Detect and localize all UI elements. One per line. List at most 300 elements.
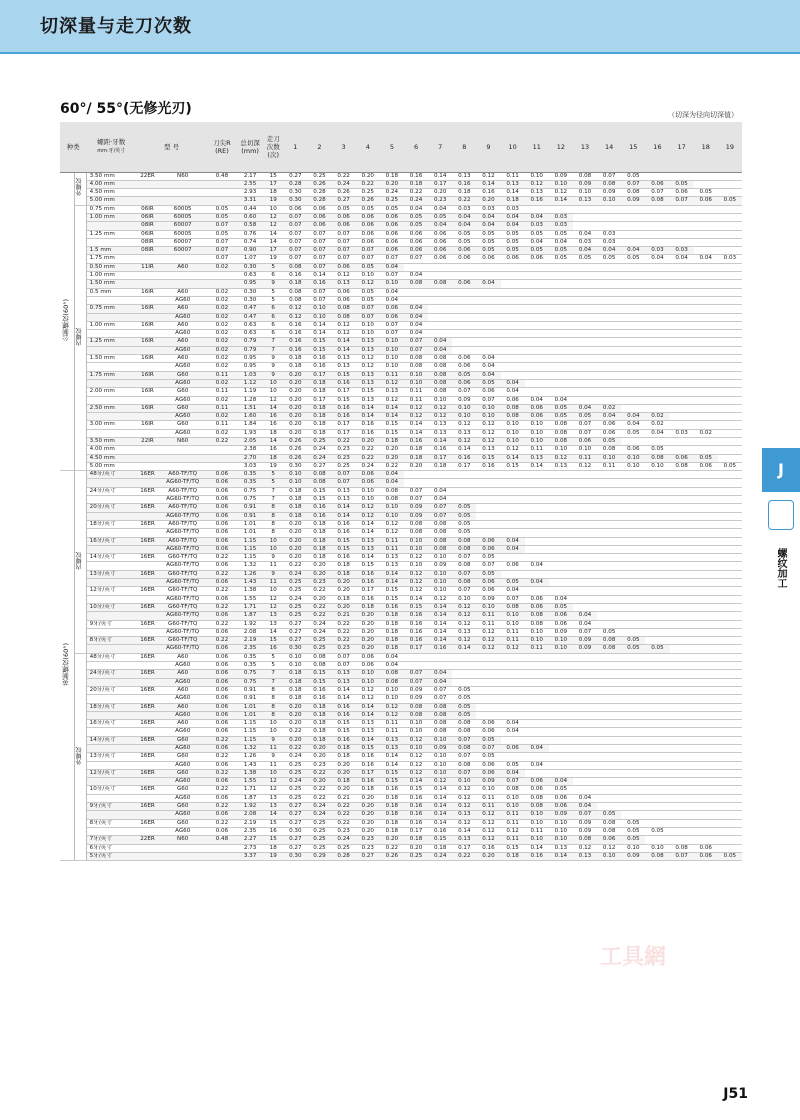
depth-cell: 1.38 <box>237 769 263 777</box>
pass-depth-cell <box>525 545 549 553</box>
pass-depth-cell <box>645 603 669 611</box>
pass-depth-cell <box>718 637 742 645</box>
pass-depth-cell <box>621 778 645 786</box>
re-cell: 0.06 <box>207 670 237 678</box>
pass-depth-cell: 0.06 <box>332 296 356 304</box>
pass-depth-cell: 0.22 <box>283 744 307 752</box>
depth-cell: 0.95 <box>237 280 263 288</box>
pass-depth-cell <box>597 512 621 520</box>
pass-depth-cell: 0.08 <box>645 852 669 860</box>
pass-depth-cell <box>452 471 476 479</box>
pass-depth-cell <box>621 628 645 636</box>
pass-depth-cell: 0.05 <box>452 230 476 238</box>
table-row <box>60 579 742 587</box>
pass-depth-cell: 0.07 <box>452 587 476 595</box>
passes-cell: 9 <box>263 570 283 578</box>
model-cell: A60 <box>159 670 207 678</box>
pass-depth-cell: 0.07 <box>404 255 428 263</box>
pass-depth-cell: 0.26 <box>283 438 307 446</box>
pass-depth-cell: 0.12 <box>549 189 573 197</box>
pass-depth-cell: 0.25 <box>283 769 307 777</box>
table-row <box>60 446 742 454</box>
pass-depth-cell: 0.11 <box>404 388 428 396</box>
re-cell: 0.06 <box>207 562 237 570</box>
pass-depth-cell: 0.14 <box>525 844 549 852</box>
pass-depth-cell: 0.20 <box>283 711 307 719</box>
pass-depth-cell <box>670 396 694 404</box>
holder-cell <box>136 496 158 504</box>
pass-depth-cell <box>452 653 476 661</box>
model-cell: AG60 <box>159 346 207 354</box>
pass-depth-cell: 0.14 <box>404 429 428 437</box>
pass-depth-cell: 0.16 <box>332 413 356 421</box>
table-row <box>60 637 742 645</box>
pass-depth-cell <box>670 487 694 495</box>
pass-depth-cell <box>694 595 718 603</box>
passes-cell: 6 <box>263 330 283 338</box>
pass-depth-cell <box>645 579 669 587</box>
pass-depth-cell: 0.10 <box>307 313 331 321</box>
pass-depth-cell: 0.12 <box>356 355 380 363</box>
pass-depth-cell: 0.07 <box>428 695 452 703</box>
pass-depth-cell: 0.10 <box>404 371 428 379</box>
pass-depth-cell <box>476 263 500 271</box>
re-cell: 0.06 <box>207 537 237 545</box>
pass-depth-cell <box>573 537 597 545</box>
pass-depth-cell: 0.22 <box>307 603 331 611</box>
pass-depth-cell <box>718 512 742 520</box>
pass-depth-cell: 0.10 <box>549 180 573 188</box>
pass-depth-cell <box>549 355 573 363</box>
pass-depth-cell <box>621 703 645 711</box>
pass-depth-cell <box>645 346 669 354</box>
pass-depth-cell <box>621 587 645 595</box>
pass-depth-cell: 0.08 <box>404 363 428 371</box>
pass-depth-cell: 0.22 <box>332 620 356 628</box>
pass-depth-cell <box>597 213 621 221</box>
col-pass-15: 15 <box>621 122 645 172</box>
pass-depth-cell <box>573 330 597 338</box>
pass-depth-cell <box>476 288 500 296</box>
pass-depth-cell: 0.11 <box>501 836 525 844</box>
pass-depth-cell <box>670 338 694 346</box>
pass-depth-cell: 0.22 <box>307 587 331 595</box>
pass-depth-cell: 0.07 <box>573 421 597 429</box>
pass-depth-cell <box>525 388 549 396</box>
pass-depth-cell: 0.18 <box>307 720 331 728</box>
pass-depth-cell: 0.08 <box>501 786 525 794</box>
pass-depth-cell: 0.14 <box>332 686 356 694</box>
pass-depth-cell <box>452 670 476 678</box>
holder-cell: 08IR <box>136 238 158 246</box>
pass-depth-cell <box>476 479 500 487</box>
pass-depth-cell <box>670 819 694 827</box>
depth-cell: 0.74 <box>237 238 263 246</box>
pass-depth-cell <box>694 778 718 786</box>
passes-cell: 9 <box>263 753 283 761</box>
passes-cell: 12 <box>263 222 283 230</box>
re-cell: 0.22 <box>207 603 237 611</box>
pass-depth-cell <box>525 537 549 545</box>
pass-depth-cell: 0.10 <box>452 413 476 421</box>
pass-depth-cell: 0.06 <box>332 263 356 271</box>
holder-cell: 08IR <box>136 247 158 255</box>
holder-cell <box>136 844 158 852</box>
col-pass-16: 16 <box>645 122 669 172</box>
pass-depth-cell: 0.20 <box>380 180 404 188</box>
pass-depth-cell: 0.08 <box>307 479 331 487</box>
pass-depth-cell <box>573 595 597 603</box>
model-cell: AG60 <box>159 363 207 371</box>
re-cell: 0.06 <box>207 545 237 553</box>
pass-depth-cell: 0.24 <box>283 570 307 578</box>
table-row <box>60 844 742 852</box>
pass-depth-cell <box>452 662 476 670</box>
pass-depth-cell: 0.06 <box>501 744 525 752</box>
section-tab[interactable]: J <box>762 448 800 492</box>
pass-depth-cell <box>573 728 597 736</box>
pass-depth-cell: 0.16 <box>476 462 500 470</box>
depth-cell: 0.60 <box>237 213 263 221</box>
pass-depth-cell: 0.10 <box>645 462 669 470</box>
pass-depth-cell: 0.05 <box>718 852 742 860</box>
pass-depth-cell: 0.12 <box>404 736 428 744</box>
pass-depth-cell: 0.07 <box>332 653 356 661</box>
pass-depth-cell: 0.08 <box>332 313 356 321</box>
passes-cell: 12 <box>263 778 283 786</box>
pass-depth-cell: 0.26 <box>356 197 380 205</box>
pass-depth-cell: 0.04 <box>428 338 452 346</box>
model-cell: AG60-TF/TQ <box>159 628 207 636</box>
pass-depth-cell <box>645 786 669 794</box>
pass-depth-cell <box>573 371 597 379</box>
depth-cell: 2.05 <box>237 438 263 446</box>
pass-depth-cell <box>694 803 718 811</box>
pass-depth-cell: 0.08 <box>525 794 549 802</box>
pass-depth-cell: 0.04 <box>501 213 525 221</box>
pass-depth-cell <box>718 355 742 363</box>
pitch-cell <box>86 222 136 230</box>
model-cell: A60-TF/TQ <box>159 504 207 512</box>
pass-depth-cell: 0.18 <box>307 711 331 719</box>
pass-depth-cell <box>670 603 694 611</box>
pass-depth-cell: 0.28 <box>332 852 356 860</box>
pass-depth-cell <box>525 321 549 329</box>
kind-cell <box>60 172 74 471</box>
re-cell: 0.07 <box>207 222 237 230</box>
col-kind: 种类 <box>60 122 86 172</box>
pass-depth-cell: 0.10 <box>525 836 549 844</box>
table-row <box>60 761 742 769</box>
pass-depth-cell <box>597 695 621 703</box>
pass-depth-cell: 0.20 <box>283 404 307 412</box>
pass-depth-cell <box>670 421 694 429</box>
pass-depth-cell: 0.16 <box>476 844 500 852</box>
passes-cell: 12 <box>263 213 283 221</box>
pass-depth-cell: 0.12 <box>476 836 500 844</box>
pitch-cell <box>86 529 136 537</box>
pass-depth-cell <box>573 711 597 719</box>
pass-depth-cell: 0.27 <box>283 637 307 645</box>
pass-depth-cell: 0.12 <box>476 827 500 835</box>
pass-depth-cell: 0.08 <box>428 537 452 545</box>
pass-depth-cell <box>645 778 669 786</box>
pass-depth-cell <box>645 562 669 570</box>
pass-depth-cell <box>718 330 742 338</box>
pass-depth-cell <box>621 280 645 288</box>
pass-depth-cell: 0.11 <box>597 462 621 470</box>
pass-depth-cell: 0.20 <box>476 852 500 860</box>
holder-cell <box>136 744 158 752</box>
pass-depth-cell <box>670 836 694 844</box>
pass-depth-cell: 0.13 <box>452 836 476 844</box>
pass-depth-cell: 0.12 <box>476 628 500 636</box>
holder-cell: 16IR <box>136 288 158 296</box>
holder-cell: 22IR <box>136 438 158 446</box>
re-cell: 0.07 <box>207 238 237 246</box>
passes-cell: 6 <box>263 321 283 329</box>
pass-depth-cell: 0.09 <box>597 189 621 197</box>
pass-depth-cell <box>501 695 525 703</box>
pass-depth-cell: 0.12 <box>283 305 307 313</box>
pass-depth-cell: 0.05 <box>621 645 645 653</box>
model-cell: AG60-TF/TQ <box>159 545 207 553</box>
depth-cell: 0.44 <box>237 205 263 213</box>
pass-depth-cell: 0.20 <box>356 620 380 628</box>
pass-depth-cell: 0.07 <box>621 180 645 188</box>
pass-depth-cell <box>501 280 525 288</box>
pass-depth-cell <box>645 504 669 512</box>
pass-depth-cell <box>549 512 573 520</box>
pass-depth-cell: 0.15 <box>380 421 404 429</box>
pass-depth-cell: 0.12 <box>356 512 380 520</box>
pass-depth-cell: 0.13 <box>356 379 380 387</box>
pass-depth-cell: 0.12 <box>404 554 428 562</box>
holder-cell: 08IR <box>136 222 158 230</box>
depth-cell: 0.35 <box>237 653 263 661</box>
pass-depth-cell: 0.13 <box>573 197 597 205</box>
pass-depth-cell <box>670 620 694 628</box>
pass-depth-cell <box>573 205 597 213</box>
pass-depth-cell <box>428 662 452 670</box>
model-cell: AG60-TF/TQ <box>159 645 207 653</box>
sub-cell <box>74 205 86 471</box>
pass-depth-cell <box>645 703 669 711</box>
pass-depth-cell <box>718 213 742 221</box>
pass-depth-cell <box>597 379 621 387</box>
pass-depth-cell <box>645 305 669 313</box>
pass-depth-cell <box>645 836 669 844</box>
pass-depth-cell <box>573 379 597 387</box>
pass-depth-cell: 0.13 <box>356 720 380 728</box>
passes-cell: 7 <box>263 496 283 504</box>
pass-depth-cell <box>573 529 597 537</box>
pass-depth-cell <box>670 769 694 777</box>
pass-depth-cell <box>621 321 645 329</box>
pass-depth-cell: 0.06 <box>404 247 428 255</box>
pass-depth-cell <box>694 761 718 769</box>
pass-depth-cell <box>645 744 669 752</box>
pass-depth-cell <box>573 396 597 404</box>
pass-depth-cell: 0.05 <box>356 263 380 271</box>
pass-depth-cell: 0.12 <box>404 753 428 761</box>
pass-depth-cell <box>718 720 742 728</box>
col-pass-1: 1 <box>283 122 307 172</box>
pass-depth-cell: 0.10 <box>501 620 525 628</box>
pass-depth-cell <box>549 554 573 562</box>
pass-depth-cell: 0.27 <box>307 462 331 470</box>
model-cell: AG60 <box>159 678 207 686</box>
table-row <box>60 180 742 188</box>
pass-depth-cell: 0.03 <box>645 247 669 255</box>
pass-depth-cell <box>525 313 549 321</box>
pass-depth-cell: 0.10 <box>380 512 404 520</box>
pass-depth-cell: 0.04 <box>573 612 597 620</box>
pass-depth-cell: 0.16 <box>283 321 307 329</box>
pass-depth-cell: 0.09 <box>476 778 500 786</box>
pass-depth-cell <box>670 471 694 479</box>
model-cell: N60 <box>159 836 207 844</box>
passes-cell: 19 <box>263 197 283 205</box>
pass-depth-cell <box>573 761 597 769</box>
re-cell: 0.06 <box>207 695 237 703</box>
pass-depth-cell: 0.13 <box>428 429 452 437</box>
passes-cell: 8 <box>263 520 283 528</box>
pass-depth-cell: 0.16 <box>356 429 380 437</box>
pass-depth-cell: 0.18 <box>380 827 404 835</box>
pass-depth-cell: 0.04 <box>573 404 597 412</box>
pass-depth-cell <box>573 744 597 752</box>
model-cell: AG60 <box>159 662 207 670</box>
pass-depth-cell: 0.16 <box>452 454 476 462</box>
pass-depth-cell <box>694 603 718 611</box>
pass-depth-cell <box>476 487 500 495</box>
pass-depth-cell: 0.24 <box>404 197 428 205</box>
pass-depth-cell: 0.07 <box>404 678 428 686</box>
pass-depth-cell: 0.16 <box>525 197 549 205</box>
pass-depth-cell <box>597 537 621 545</box>
pass-depth-cell <box>670 371 694 379</box>
pass-depth-cell <box>621 338 645 346</box>
pass-depth-cell: 0.20 <box>332 786 356 794</box>
holder-cell: 16ER <box>136 703 158 711</box>
pass-depth-cell: 0.22 <box>307 794 331 802</box>
pass-depth-cell <box>694 637 718 645</box>
pass-depth-cell: 0.08 <box>428 280 452 288</box>
pass-depth-cell <box>670 753 694 761</box>
pass-depth-cell: 0.04 <box>525 562 549 570</box>
pass-depth-cell: 0.20 <box>307 753 331 761</box>
pass-depth-cell: 0.13 <box>573 852 597 860</box>
pass-depth-cell: 0.22 <box>332 628 356 636</box>
pass-depth-cell <box>621 471 645 479</box>
pass-depth-cell <box>573 313 597 321</box>
pitch-cell: 1.25 mm <box>86 338 136 346</box>
pitch-cell: 1.5 mm <box>86 247 136 255</box>
pass-depth-cell <box>718 678 742 686</box>
pass-depth-cell <box>452 305 476 313</box>
table-row <box>60 222 742 230</box>
model-cell: G60 <box>159 819 207 827</box>
pass-depth-cell: 0.24 <box>380 189 404 197</box>
pass-depth-cell: 0.05 <box>501 238 525 246</box>
pass-depth-cell <box>645 819 669 827</box>
pass-depth-cell: 0.07 <box>452 769 476 777</box>
pass-depth-cell <box>404 263 428 271</box>
pass-depth-cell: 0.17 <box>452 844 476 852</box>
pass-depth-cell <box>670 272 694 280</box>
depth-cell: 3.37 <box>237 852 263 860</box>
passes-cell: 10 <box>263 379 283 387</box>
pass-depth-cell: 0.07 <box>332 255 356 263</box>
pass-depth-cell: 0.04 <box>380 479 404 487</box>
pass-depth-cell: 0.08 <box>428 711 452 719</box>
pass-depth-cell <box>501 678 525 686</box>
pass-depth-cell: 0.18 <box>404 446 428 454</box>
table-row <box>60 512 742 520</box>
table-row <box>60 197 742 205</box>
model-cell: AG60-TF/TQ <box>159 562 207 570</box>
table-row <box>60 429 742 437</box>
holder-cell <box>136 189 158 197</box>
pass-depth-cell: 0.04 <box>573 620 597 628</box>
pass-depth-cell <box>670 238 694 246</box>
pass-depth-cell <box>694 836 718 844</box>
pass-depth-cell <box>549 703 573 711</box>
passes-cell: 6 <box>263 305 283 313</box>
pass-depth-cell: 0.20 <box>380 836 404 844</box>
pass-depth-cell: 0.06 <box>380 305 404 313</box>
model-cell: G60 <box>159 388 207 396</box>
pitch-cell <box>86 744 136 752</box>
pitch-cell: 3.50 mm <box>86 438 136 446</box>
pass-depth-cell: 0.10 <box>404 545 428 553</box>
table-row <box>60 786 742 794</box>
pass-depth-cell: 0.10 <box>525 172 549 180</box>
pass-depth-cell <box>573 355 597 363</box>
pass-depth-cell <box>718 280 742 288</box>
pass-depth-cell: 0.25 <box>283 794 307 802</box>
model-cell: A60 <box>159 338 207 346</box>
pass-depth-cell <box>645 653 669 661</box>
pass-depth-cell <box>670 321 694 329</box>
passes-cell: 12 <box>263 595 283 603</box>
pass-depth-cell <box>621 794 645 802</box>
pitch-cell: 0.50 mm <box>86 263 136 271</box>
pass-depth-cell <box>621 670 645 678</box>
pass-depth-cell: 0.10 <box>428 736 452 744</box>
passes-cell: 7 <box>263 670 283 678</box>
model-cell: G60-TF/TQ <box>159 570 207 578</box>
kind-label: 英制螺纹(60°) <box>62 643 71 686</box>
pass-depth-cell: 0.05 <box>621 827 645 835</box>
pass-depth-cell: 0.05 <box>549 786 573 794</box>
pass-depth-cell: 0.14 <box>428 603 452 611</box>
pass-depth-cell: 0.25 <box>332 462 356 470</box>
pass-depth-cell <box>694 396 718 404</box>
pass-depth-cell: 0.23 <box>356 844 380 852</box>
pass-depth-cell: 0.20 <box>283 545 307 553</box>
pass-depth-cell: 0.16 <box>307 512 331 520</box>
pass-depth-cell: 0.04 <box>597 247 621 255</box>
pass-depth-cell: 0.07 <box>283 222 307 230</box>
pass-depth-cell: 0.12 <box>404 769 428 777</box>
pass-depth-cell <box>718 438 742 446</box>
pass-depth-cell: 0.09 <box>404 512 428 520</box>
pass-depth-cell <box>549 504 573 512</box>
pass-depth-cell <box>718 695 742 703</box>
pass-depth-cell <box>501 670 525 678</box>
